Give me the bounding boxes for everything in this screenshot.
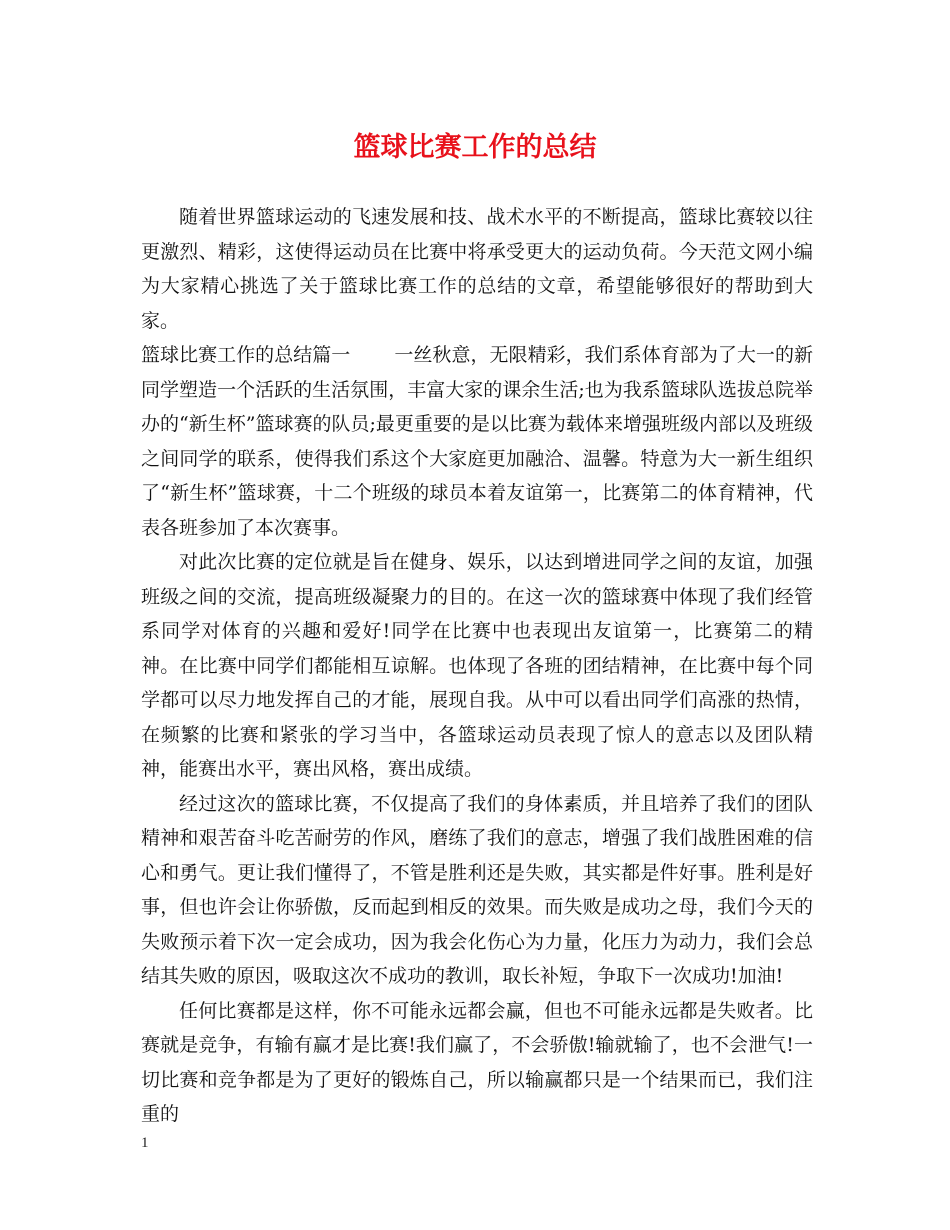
document-title: 篮球比赛工作的总结 (353, 132, 597, 163)
body-paragraph: 经过这次的篮球比赛，不仅提高了我们的身体素质，并且培养了我们的团队精神和艰苦奋斗吃苦耐劳的作风，磨练了我们的意志，增强了我们战胜困难的信心和勇气。更让我们懂得了，不管是胜利还是失败，其实都是件好事。胜利是好事，但也许会让你骄傲，反而起到相反的效果。而失败是成功之母，我们今天的失败预示着下次一定会成功，因为我会化伤心为力量，化压力为动力，我们会总结其失败的原因，吸取这次不成功的教训，取长补短，争取下一次成功!加油! (141, 792, 813, 987)
section-heading: 篮球比赛工作的总结篇一 (141, 344, 351, 366)
section-paragraph (141, 338, 813, 545)
body-paragraph: 对此次比赛的定位就是旨在健身、娱乐，以达到增进同学之间的友谊，加强班级之间的交流，提高班级凝聚力的目的。在这一次的篮球赛中体现了我们经管系同学对体育的兴趣和爱好!同学在比赛中也表现出友谊第一，比赛第二的精神。在比赛中同学们都能相互谅解。也体现了各班的团结精神，在比赛中每个同学都可以尽力地发挥自己的才能，展现自我。从中可以看出同学们高涨的热情，在频繁的比赛和紧张的学习当中，各篮球运动员表现了惊人的意志以及团队精神，能赛出水平，赛出风格，赛出成绩。 (141, 551, 813, 780)
intro-paragraph: 随着世界篮球运动的飞速发展和技、战术水平的不断提高，篮球比赛较以往更激烈、精彩，这使得运动员在比赛中将承受更大的运动负荷。今天范文网小编为大家精心挑选了关于篮球比赛工作的总结的文章，希望能够很好的帮助到大家。 (141, 206, 813, 332)
document-body (141, 200, 813, 1132)
page-number: 1 (141, 1135, 149, 1151)
section-text: 一丝秋意，无限精彩，我们系体育部为了大一的新同学塑造一个活跃的生活氛围，丰富大家的课余生活;也为我系篮球队选拔总院举办的“新生杯”篮球赛的队员;最更重要的是以比赛为载体来增强班级内部以及班级之间同学的联系，使得我们系这个大家庭更加融洽、温馨。特意为大一新生组织了“新生杯”篮球赛，十二个班级的球员本着友谊第一，比赛第二的体育精神，代表各班参加了本次赛事。 (141, 344, 813, 539)
body-paragraph: 任何比赛都是这样，你不可能永远都会赢，但也不可能永远都是失败者。比赛就是竞争，有输有赢才是比赛!我们赢了，不会骄傲!输就输了，也不会泄气!一切比赛和竞争都是为了更好的锻炼自己，所以输赢都只是一个结果而已，我们注重的 (141, 999, 813, 1125)
